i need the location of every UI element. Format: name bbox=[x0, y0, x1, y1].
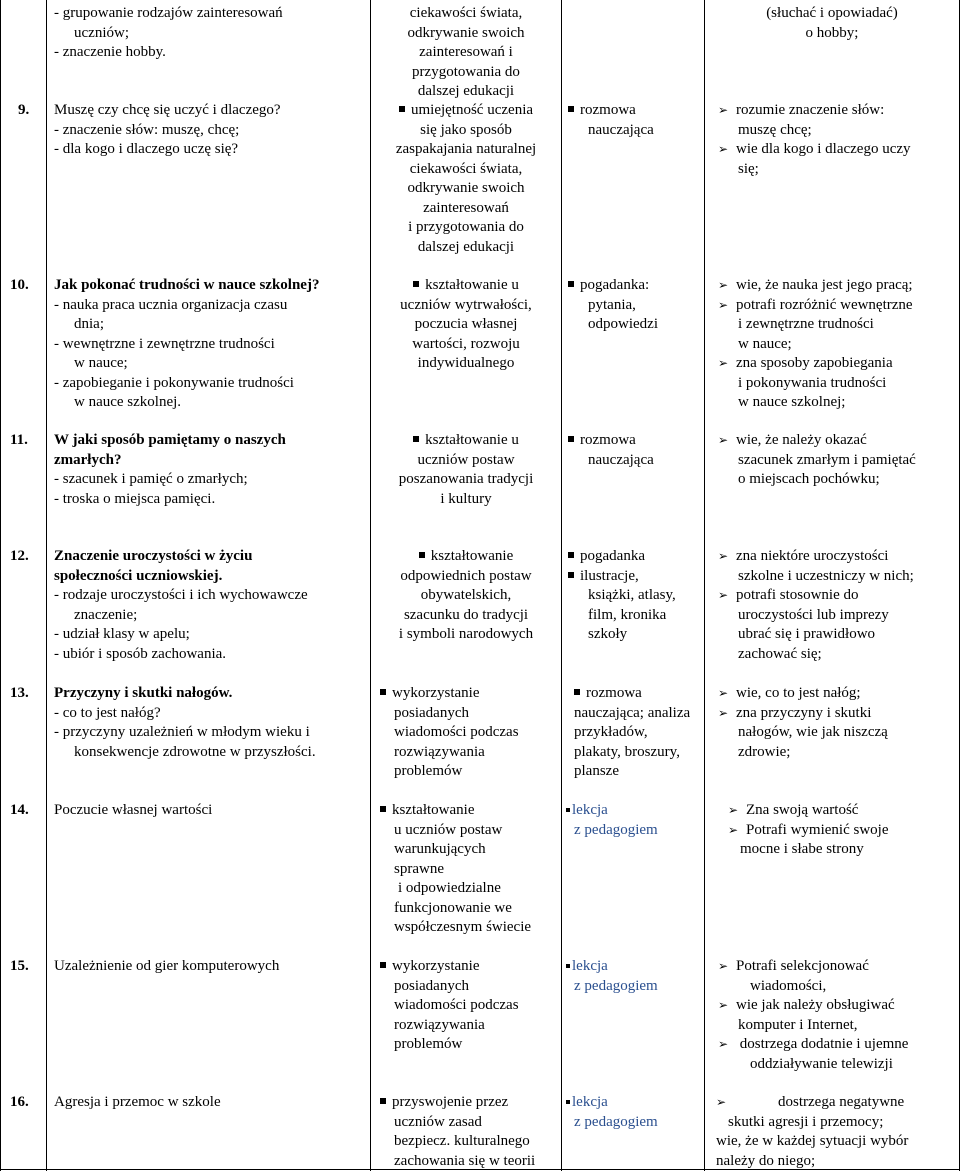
goal-text: wiadomości podczas bbox=[394, 724, 519, 740]
topic-point: - znaczenie słów: muszę, chcę; bbox=[54, 121, 240, 138]
topic-cell bbox=[54, 801, 212, 821]
topic-point: - szacunek i pamięć o zmarłych; bbox=[54, 471, 248, 487]
topic-point: - zapobieganie i pokonywanie trudności bbox=[54, 374, 294, 391]
method-text: książki, atlasy, bbox=[588, 587, 676, 603]
method-text: pogadanka bbox=[580, 548, 645, 564]
chevron-right-icon: ➢ bbox=[718, 588, 729, 602]
goal-text: przyswojenie przez bbox=[392, 1094, 509, 1110]
outcome-cell bbox=[706, 4, 958, 43]
goal-text: uczniów wytrwałości, bbox=[400, 296, 532, 313]
outcome-text: zna przyczyny i skutki bbox=[736, 704, 872, 721]
method-text: z pedagogiem bbox=[574, 821, 658, 838]
goal-text: i odpowiedzialne bbox=[398, 880, 501, 896]
outcome-text: szacunek zmarłym i pamiętać bbox=[738, 451, 916, 468]
table-column-divider bbox=[561, 0, 562, 1171]
method-text: pytania, bbox=[588, 296, 636, 313]
goal-text: obywatelskich, bbox=[420, 587, 512, 603]
outcome-text: skutki agresji i przemocy; bbox=[728, 1113, 884, 1130]
topic-point: - co to jest nałóg? bbox=[54, 704, 161, 721]
goal-text: funkcjonowanie we bbox=[394, 899, 512, 916]
methods-cell bbox=[568, 101, 654, 140]
goal-text: sprawne bbox=[394, 860, 444, 877]
goal-text: posiadanych bbox=[394, 704, 469, 721]
method-text: szkoły bbox=[588, 626, 628, 642]
goals-cell bbox=[380, 957, 519, 1055]
topic-point: w nauce; bbox=[74, 355, 128, 371]
goal-text: wykorzystanie bbox=[392, 685, 480, 701]
goal-text: problemów bbox=[394, 1036, 463, 1052]
goal-text: i przygotowania do bbox=[408, 219, 524, 235]
outcome-text: Zna swoją wartość bbox=[746, 802, 859, 818]
chevron-right-icon: ➢ bbox=[718, 959, 729, 973]
row-number: 15. bbox=[10, 958, 29, 974]
topic-point: - grupowanie rodzajów zainteresowań bbox=[54, 5, 283, 21]
row-number: 16. bbox=[10, 1094, 29, 1110]
outcome-text: zachować się; bbox=[738, 645, 822, 662]
outcome-text: i zewnętrzne trudności bbox=[738, 316, 874, 332]
goal-text: posiadanych bbox=[394, 977, 469, 994]
topic-title: Znaczenie uroczystości w życiu bbox=[54, 548, 253, 564]
goal-text: zachowania się w teorii bbox=[394, 1152, 536, 1169]
goals-cell bbox=[372, 4, 560, 102]
outcome-text: zdrowie; bbox=[738, 743, 791, 760]
square-bullet-icon bbox=[380, 962, 386, 968]
chevron-right-icon: ➢ bbox=[718, 103, 729, 117]
topic-point: - wewnętrzne i zewnętrzne trudności bbox=[54, 335, 275, 352]
methods-cell bbox=[568, 276, 658, 335]
topic-title: Uzależnienie od gier komputerowych bbox=[54, 958, 280, 974]
topic-point: - ubiór i sposób zachowania. bbox=[54, 645, 227, 662]
methods-cell bbox=[566, 801, 658, 840]
goal-text: uczniów zasad bbox=[394, 1113, 482, 1130]
goal-text: kształtowanie u bbox=[425, 432, 519, 448]
goal-text: się jako sposób bbox=[420, 121, 512, 138]
square-bullet-icon bbox=[568, 552, 574, 558]
methods-cell bbox=[574, 684, 690, 782]
method-text: plansze bbox=[574, 763, 619, 779]
method-text: film, kronika bbox=[588, 606, 667, 623]
chevron-right-icon: ➢ bbox=[718, 433, 729, 447]
square-bullet-icon bbox=[566, 964, 570, 968]
square-bullet-icon bbox=[413, 281, 419, 287]
method-text: nauczająca bbox=[588, 121, 654, 138]
topic-point: - troska o miejsca pamięci. bbox=[54, 490, 216, 507]
method-text: z pedagogiem bbox=[574, 1113, 658, 1130]
chevron-right-icon: ➢ bbox=[728, 803, 739, 817]
goal-text: poczucia własnej bbox=[414, 316, 518, 332]
outcome-text: (słuchać i opowiadać) bbox=[766, 5, 898, 21]
topic-title: Przyczyny i skutki nałogów. bbox=[54, 685, 233, 701]
methods-cell bbox=[566, 957, 658, 996]
outcome-cell bbox=[718, 547, 914, 664]
methods-cell bbox=[568, 547, 676, 645]
goal-text: wiadomości podczas bbox=[394, 997, 519, 1013]
topic-title: Agresja i przemoc w szkole bbox=[54, 1094, 221, 1110]
square-bullet-icon bbox=[574, 689, 580, 695]
goal-text: ciekawości świata, bbox=[409, 5, 523, 21]
outcome-text: wie, że należy okazać bbox=[736, 432, 867, 448]
method-text: rozmowa bbox=[586, 685, 642, 701]
method-text: lekcja bbox=[572, 802, 608, 818]
goal-text: indywidualnego bbox=[417, 355, 515, 371]
outcome-text: należy do niego; bbox=[716, 1152, 816, 1169]
outcome-cell bbox=[718, 957, 908, 1074]
outcome-text: mocne i słabe strony bbox=[740, 841, 864, 857]
goal-text: i symboli narodowych bbox=[398, 626, 534, 642]
method-text: z pedagogiem bbox=[574, 977, 658, 994]
chevron-right-icon: ➢ bbox=[716, 1095, 727, 1109]
goals-cell bbox=[372, 547, 560, 645]
outcome-cell bbox=[718, 684, 888, 762]
outcome-text: i pokonywania trudności bbox=[738, 374, 887, 391]
chevron-right-icon: ➢ bbox=[718, 297, 729, 312]
outcome-text: wie jak należy obsługiwać bbox=[736, 997, 895, 1013]
goal-text: odkrywanie swoich bbox=[407, 180, 525, 196]
goal-text: kształtowanie bbox=[430, 548, 514, 564]
topic-point: konsekwencje zdrowotne w przyszłości. bbox=[74, 743, 316, 760]
table-column-divider bbox=[370, 0, 371, 1171]
topic-cell bbox=[54, 4, 283, 63]
outcome-text: o miejscach pochówku; bbox=[738, 471, 880, 487]
goal-text: kształtowanie u bbox=[425, 277, 519, 293]
topic-title: Jak pokonać trudności w nauce szkolnej? bbox=[54, 277, 320, 293]
square-bullet-icon bbox=[566, 1100, 570, 1104]
row-number: 14. bbox=[10, 802, 29, 818]
goal-text: odpowiednich postaw bbox=[400, 567, 532, 584]
topic-point: - nauka praca ucznia organizacja czasu bbox=[54, 296, 288, 313]
topic-cell bbox=[54, 276, 319, 413]
row-number: 13. bbox=[10, 685, 29, 701]
goal-text: ciekawości świata, bbox=[409, 160, 523, 177]
outcome-text: nałogów, wie jak niszczą bbox=[738, 724, 888, 740]
square-bullet-icon bbox=[568, 281, 574, 287]
outcome-text: potrafi stosownie do bbox=[736, 587, 859, 603]
goal-text: zainteresowań bbox=[423, 199, 509, 216]
goal-text: współczesnym świecie bbox=[394, 919, 532, 935]
row-number: 11. bbox=[10, 432, 28, 448]
goals-cell bbox=[372, 431, 560, 509]
method-text: rozmowa bbox=[580, 102, 636, 118]
topic-cell bbox=[54, 101, 281, 160]
goals-cell bbox=[380, 684, 519, 782]
outcome-text: wiadomości, bbox=[750, 977, 827, 994]
topic-point: - znaczenie hobby. bbox=[54, 44, 166, 60]
square-bullet-icon bbox=[568, 106, 574, 112]
outcome-text: Potrafi wymienić swoje bbox=[746, 821, 889, 838]
topic-cell bbox=[54, 547, 308, 664]
outcome-text: wie, że nauka jest jego pracą; bbox=[736, 277, 913, 293]
goal-text: rozwiązywania bbox=[394, 743, 485, 760]
outcome-text: wie, że w każdej sytuacji wybór bbox=[716, 1133, 909, 1149]
outcome-text: o hobby; bbox=[805, 24, 859, 41]
method-text: rozmowa bbox=[580, 432, 636, 448]
outcome-text: rozumie znaczenie słów: bbox=[736, 102, 885, 118]
chevron-right-icon: ➢ bbox=[718, 549, 729, 563]
goals-cell bbox=[372, 101, 560, 257]
outcome-text: zna sposoby zapobiegania bbox=[736, 355, 893, 371]
topic-point: - przyczyny uzależnień w młodym wieku i bbox=[54, 724, 310, 740]
method-text: nauczająca; analiza bbox=[574, 704, 691, 721]
method-text: plakaty, broszury, bbox=[574, 743, 680, 760]
square-bullet-icon bbox=[568, 436, 574, 442]
topic-cell bbox=[54, 684, 316, 762]
outcome-cell bbox=[716, 1093, 908, 1171]
methods-cell bbox=[566, 1093, 658, 1132]
goal-text: odkrywanie swoich bbox=[407, 24, 525, 41]
chevron-right-icon: ➢ bbox=[718, 998, 729, 1012]
method-text: przykładów, bbox=[574, 724, 648, 740]
chevron-right-icon: ➢ bbox=[718, 705, 729, 720]
outcome-text: ubrać się i prawidłowo bbox=[738, 626, 876, 642]
outcome-text: wie, co to jest nałóg; bbox=[736, 685, 861, 701]
outcome-text: uroczystości lub imprezy bbox=[738, 606, 889, 623]
goal-text: dalszej edukacji bbox=[417, 238, 515, 255]
topic-point: dnia; bbox=[74, 316, 104, 332]
topic-point: uczniów; bbox=[74, 24, 129, 41]
goal-text: problemów bbox=[394, 763, 463, 779]
outcome-text: w nauce szkolnej; bbox=[738, 394, 846, 410]
goal-text: wykorzystanie bbox=[392, 958, 480, 974]
outcome-cell bbox=[718, 101, 911, 179]
topic-point: - dla kogo i dlaczego uczę się? bbox=[54, 141, 239, 157]
chevron-right-icon: ➢ bbox=[718, 278, 729, 292]
square-bullet-icon bbox=[380, 689, 386, 695]
goal-text: zaspakajania naturalnej bbox=[395, 141, 537, 157]
chevron-right-icon: ➢ bbox=[718, 142, 729, 156]
outcome-text: potrafi rozróżnić wewnętrzne bbox=[736, 296, 913, 313]
method-text: lekcja bbox=[572, 958, 608, 974]
topic-title: Poczucie własnej wartości bbox=[54, 802, 213, 818]
chevron-right-icon: ➢ bbox=[718, 686, 729, 700]
topic-cell bbox=[54, 431, 286, 509]
row-number: 12. bbox=[10, 548, 29, 564]
table-column-divider bbox=[46, 0, 47, 1171]
goal-text: umiejętność uczenia bbox=[410, 102, 534, 118]
square-bullet-icon bbox=[566, 808, 570, 812]
topic-point: w nauce szkolnej. bbox=[74, 394, 182, 410]
outcome-text: komputer i Internet, bbox=[738, 1016, 858, 1033]
topic-point: - udział klasy w apelu; bbox=[54, 626, 190, 642]
goal-text: dalszej edukacji bbox=[417, 83, 515, 99]
square-bullet-icon bbox=[399, 106, 405, 112]
goal-text: rozwiązywania bbox=[394, 1016, 485, 1033]
outcome-cell bbox=[718, 431, 916, 490]
method-text: lekcja bbox=[572, 1094, 608, 1110]
goal-text: kształtowanie bbox=[392, 802, 475, 818]
goals-cell bbox=[380, 1093, 535, 1171]
square-bullet-icon bbox=[419, 552, 425, 558]
outcome-cell bbox=[718, 276, 913, 413]
goal-text: wartości, rozwoju bbox=[412, 335, 520, 352]
outcome-text: w nauce; bbox=[738, 335, 792, 352]
methods-cell bbox=[568, 431, 654, 470]
topic-title: Muszę czy chcę się uczyć i dlaczego? bbox=[54, 102, 281, 118]
method-text: pogadanka: bbox=[580, 277, 650, 293]
method-text: nauczająca bbox=[588, 451, 654, 468]
goals-cell bbox=[380, 801, 531, 938]
outcome-cell bbox=[724, 801, 888, 860]
topic-cell bbox=[54, 957, 279, 977]
outcome-text: dostrzega dodatnie i ujemne bbox=[736, 1036, 909, 1052]
topic-title: zmarłych? bbox=[54, 451, 122, 468]
topic-point: - rodzaje uroczystości i ich wychowawcze bbox=[54, 587, 308, 603]
goal-text: przygotowania do bbox=[412, 63, 520, 80]
method-text: ilustracje, bbox=[580, 567, 639, 584]
goal-text: i kultury bbox=[440, 490, 492, 507]
row-number: 10. bbox=[10, 277, 29, 293]
outcome-text: oddziaływanie telewizji bbox=[750, 1055, 893, 1072]
goal-text: bezpiecz. kulturalnego bbox=[394, 1133, 530, 1149]
square-bullet-icon bbox=[413, 436, 419, 442]
goal-text: szacunku do tradycji bbox=[403, 606, 529, 623]
goal-text: zainteresowań i bbox=[419, 44, 513, 60]
method-text: odpowiedzi bbox=[588, 316, 658, 332]
outcome-text: Potrafi selekcjonować bbox=[736, 958, 869, 974]
outcome-text: zna niektóre uroczystości bbox=[736, 548, 889, 564]
topic-point: znaczenie; bbox=[74, 606, 138, 623]
topic-title: W jaki sposób pamiętamy o naszych bbox=[54, 432, 286, 448]
chevron-right-icon: ➢ bbox=[718, 1037, 729, 1051]
table-border-left bbox=[0, 0, 1, 1171]
goals-cell bbox=[372, 276, 560, 374]
outcome-text: szkolne i uczestniczy w nich; bbox=[738, 567, 914, 584]
chevron-right-icon: ➢ bbox=[728, 822, 739, 837]
chevron-right-icon: ➢ bbox=[718, 356, 729, 370]
square-bullet-icon bbox=[568, 572, 574, 578]
outcome-text: muszę chcę; bbox=[738, 121, 812, 138]
outcome-text: się; bbox=[738, 160, 759, 177]
goal-text: u uczniów postaw bbox=[394, 821, 503, 838]
topic-title: społeczności uczniowskiej. bbox=[54, 567, 223, 584]
row-number: 9. bbox=[18, 102, 30, 118]
goal-text: warunkujących bbox=[394, 841, 486, 857]
outcome-text: wie dla kogo i dlaczego uczy bbox=[736, 141, 911, 157]
table-column-divider bbox=[704, 0, 705, 1171]
square-bullet-icon bbox=[380, 1098, 386, 1104]
goal-text: uczniów postaw bbox=[417, 451, 515, 468]
topic-cell bbox=[54, 1093, 221, 1113]
square-bullet-icon bbox=[380, 806, 386, 812]
goal-text: poszanowania tradycji bbox=[398, 471, 534, 487]
outcome-text: dostrzega negatywne bbox=[778, 1094, 905, 1110]
